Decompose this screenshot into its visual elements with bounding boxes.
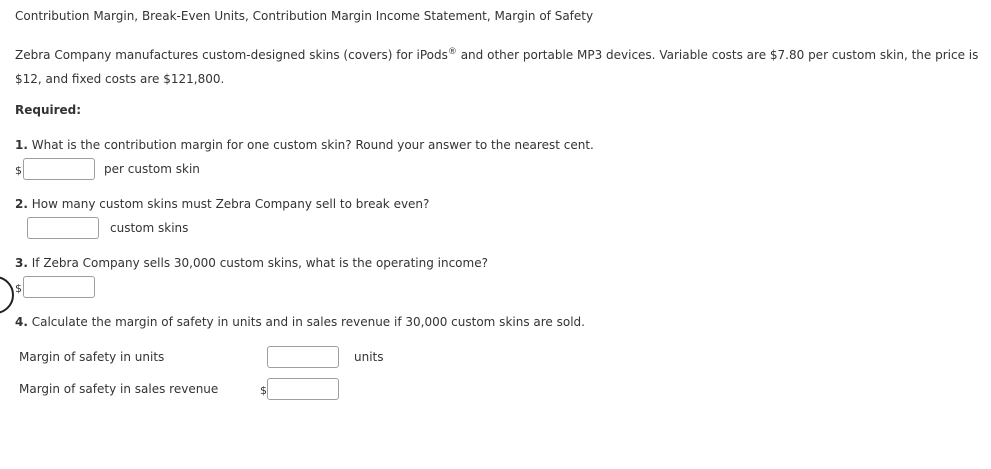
question-2-number: 2. [15,197,28,211]
question-4-text: Calculate the margin of safety in units and in sales revenue if 30,000 custom skins are sold. [27,315,585,329]
registered-mark: ® [447,47,457,57]
q1-contribution-margin-input[interactable] [23,158,95,180]
margin-of-safety-units-input[interactable] [267,346,339,368]
intro-text-part1: Zebra Company manufactures custom-designed skins (covers) for iPods [15,48,448,62]
question-3-number: 3. [15,256,28,270]
question-4 [15,315,585,329]
required-heading: Required: [15,103,82,117]
margin-of-safety-revenue-input[interactable] [267,378,339,400]
margin-of-safety-units-label: Margin of safety in units [19,350,165,364]
q2-break-even-units-input[interactable] [27,217,99,239]
q4-revenue-currency-symbol: $ [260,384,267,397]
q3-currency-symbol: $ [15,282,22,295]
margin-of-safety-units-unit: units [354,350,384,364]
q1-unit-label: per custom skin [104,162,200,176]
problem-description [15,43,987,91]
question-4-number: 4. [15,315,28,329]
q2-unit-label: custom skins [110,221,189,235]
question-1 [15,138,594,152]
q1-currency-symbol: $ [15,164,22,177]
question-3-text: If Zebra Company sells 30,000 custom skins, what is the operating income? [27,256,488,270]
question-1-number: 1. [15,138,28,152]
question-2-text: How many custom skins must Zebra Company sell to break even? [27,197,430,211]
cursor-circle-marker [0,276,14,314]
q3-operating-income-input[interactable] [23,276,95,298]
question-3 [15,256,488,270]
question-1-text: What is the contribution margin for one custom skin? Round your answer to the nearest cent. [27,138,594,152]
page-title: Contribution Margin, Break-Even Units, Contribution Margin Income Statement, Margin of Safety [15,9,594,23]
intro-text-part2: and other portable MP3 devices. Variable costs are $7.80 per custom skin, the price is $12, and fixed costs are $121,800. [15,48,979,86]
margin-of-safety-revenue-label: Margin of safety in sales revenue [19,382,219,396]
question-2 [15,197,429,211]
